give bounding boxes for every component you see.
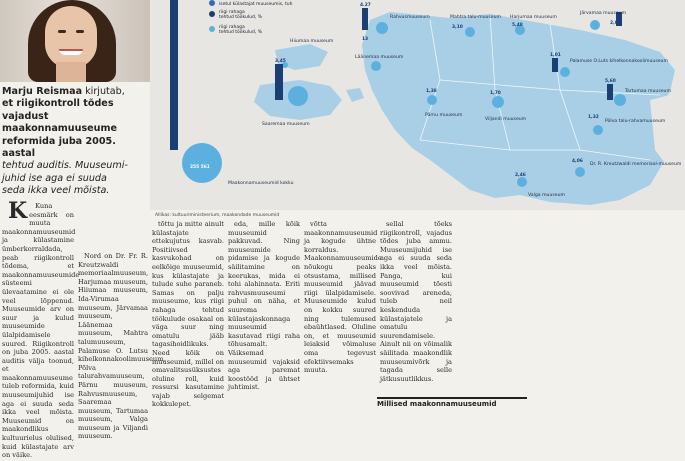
label-mahtra: Mahtra talu-muuseum	[450, 15, 502, 20]
label-rahvusmuuseum: Rahvusmuuseum	[390, 15, 430, 20]
article-col-4	[228, 220, 300, 393]
label-palamuse: Palamuse O.Luts kihelkonnakoolimuuseum	[570, 59, 668, 64]
stat-5: 2,00	[610, 21, 621, 26]
author-name: Marju Reismaa	[2, 86, 83, 97]
label-tartumaa: Tartumaa muuseum	[625, 89, 671, 94]
article-col-5	[304, 220, 382, 376]
byline-line-6: juhid ise aga ei suuda	[2, 172, 107, 184]
col4-text: eda, mille kõik muuseumid pakkuvad. Ning muuseumide pidamise ja kogude säilitamine on keerukas, mida ei tohi alahinnata. Eriti rahvusmuuseumi puhul on näha, et suurema külastajaskonnaga muuseumid kasutavad riigi raha tõhusamalt. Väiksemad muuseumid vajaksid aga paremat koostööd ja ühtset juhtimist.	[228, 220, 300, 392]
legend-item-5: tehtud töökulud, %	[219, 30, 262, 35]
map-legend	[209, 0, 293, 35]
legend-item-4: riigi rahaga	[219, 25, 245, 30]
stat-3: 13	[362, 37, 369, 42]
bubble-value-total: 255 561	[190, 165, 210, 170]
label-harjumaa: Harjumaa muuseum	[510, 15, 557, 20]
marker-parnu	[427, 95, 437, 105]
byline-line-5: tehtud auditis. Muuseumi-	[2, 160, 128, 172]
article-col-2	[78, 252, 166, 442]
marker-saaremaa	[288, 86, 308, 106]
col3-text: tõttu ja mitte ainult külastajate ettekujutus kasvab. Positiivsed kasvukohad on eelkõige muuseumid, kus külastajate ja tulude suhe paraneb. Samas on palju muuseume, kus riigi rahaga tehtud töökulude osakaal on väga suur ning omatulu jääb tagasihoidlikuks. Need kõik on muuseumid, millel on omavalitsusüksustes oluline roll, kuid ressursi kasutamine vajab selgemat kokkulepet.	[152, 220, 224, 409]
stat-11: 3,45	[275, 59, 286, 64]
author-byline	[2, 86, 142, 198]
marker-rahvusmuuseum	[376, 22, 388, 34]
marker-kreutzwald	[575, 167, 585, 177]
label-laanemaa: Läänemaa muuseum	[355, 55, 404, 60]
label-saaremaa: Saaremaa muuseum	[262, 122, 310, 127]
stat-7: 5,60	[605, 79, 616, 84]
author-photo	[0, 0, 150, 82]
marker-tartumaa	[614, 94, 626, 106]
label-polva: Põlva talu-rahvamuuseum	[605, 119, 666, 124]
marker-viljandi	[492, 96, 504, 108]
muhu-shape	[346, 88, 364, 102]
label-parnu: Pärnu muuseum	[425, 113, 463, 118]
marker-valga	[517, 177, 527, 187]
map-bar	[170, 0, 178, 150]
marker-mahtra	[465, 27, 475, 37]
legend-item-2: riigi rahaga	[219, 10, 245, 15]
col2-text: Nord on Dr. Fr. R. Kreutzwaldi memoriaalmuuseum, Harjumaa muuseum, Hiiumaa muuseum, Ida-Virumaa muuseum, Järvamaa muuseum, Läänemaa muuseum, Mahtra talumuuseum, Palamuse O. Lutsu kihelkonnakoolimuuseum, Põlva talurahvamuuseum, Pärnu muuseum, Rahvusmuuseum, Saaremaa muuseum, Tartumaa muuseum, Valga muuseum ja Viljandi muuseum.	[78, 252, 166, 441]
stat-10: 1,38	[426, 89, 437, 94]
label-hiiumaa: Hiiumaa muuseum	[290, 39, 334, 44]
article-col-1: K Kuna eesmärk on muuta maakonnamuuseumid ja külastamine ümberkorraldada, peab riigikontroll tõdema, et maakonnamuuseumide süsteemi ülevaatamine ei ole veel lõppenud. Muuseumide arv on suur ja kulud muuseumide ülalpidamisele suured. Riigikontroll on juba 2005. aastal auditis välja toonud, et maakonnamuuseume tuleb reformida, kuid muuseumijuhid ise aga ei suuda seda ikka veel mõista. Muuseumid on maakondlikus kultuurielus olulised, kuid külastajate arv on väike.	[2, 198, 80, 460]
byline-line-7: seda ikka veel mõista.	[2, 185, 110, 197]
label-kreutzwald: Dr. R. Kreutzwaldi memoriaal-muuseum	[590, 162, 682, 167]
label-jarvamaa: Järvamaa muuseum	[580, 11, 627, 16]
stat-4: 5,48	[512, 23, 523, 28]
article-body	[0, 198, 685, 460]
stat-2: 3,10	[452, 25, 463, 30]
stat-6: 1,01	[550, 53, 561, 58]
map-credit: Allikas: kultuuriministeerium, maakondade muuseumid	[155, 213, 280, 218]
marker-palamuse	[560, 67, 570, 77]
stat-9: 1,70	[490, 91, 501, 96]
marker-jarvamaa	[590, 20, 600, 30]
byline-line-3: maakonnamuuseume	[2, 123, 117, 135]
byline-line-1: kirjutab,	[85, 86, 125, 97]
label-total: Maakonnamuuseumid kokku	[228, 181, 294, 186]
legend-item-3: tehtud töökulud, %	[219, 15, 262, 20]
marker-total	[182, 143, 222, 183]
label-viljandi: Viljandi muuseum	[485, 117, 527, 122]
col1-text: Kuna eesmärk on muuta maakonnamuuseumid ja külastamine ümberkorraldada, peab riigikontroll tõdema, et maakonnamuuseumide süsteemi ülevaatamine ei ole veel lõppenud. Muuseumide arv on suur ja kulud muuseumide ülalpidamisele suured. Riigikontroll on juba 2005. aastal auditis välja toonud, et maakonnamuuseume tuleb reformida, kuid muuseumijuhid ise aga ei suuda seda ikka veel mõista. Muuseumid on maakondlikus kultuurielus olulised, kuid külastajate arv on väike.	[2, 202, 80, 460]
col5-text: võtta maakonnamuuseumid ja kogude ühtne korraldus. Maakonnamuuseumide nõukogu peaks otsustama, millised muuseumid jäävad riigi ülalpidamisele. Muuseumide kulud on kokku suured ning tulemused ebaühtlased. Oluline on, et muuseumid leiaksid võimaluse oma tegevust efektiivsemaks muuta.	[304, 220, 382, 375]
marker-polva	[593, 125, 603, 135]
article-col-6	[380, 220, 452, 384]
stat-8: 1,32	[588, 115, 599, 120]
col6-text: sellal tõeks riigikontroll, vajadus tõdes juba ammu. Muuseumijuhid ise aga ei suuda seda ikka veel mõista. Panga, kui muuseumid tõesti soovivad areneda, tuleb neil keskenduda külastajatele ja omatulu suurendamisele. Ainult nii on võimalik säilitada maakondlik muuseumivõrk ja tagada selle jätkusuutlikkus.	[380, 220, 452, 383]
estonia-museum-map	[150, 0, 685, 210]
byline-line-4: reformida juba 2005. aastal	[2, 135, 116, 160]
byline-line-2: et riigikontroll tõdes vajadust	[2, 98, 114, 122]
article-col-3	[152, 220, 224, 410]
marker-laanemaa	[371, 61, 381, 71]
box-heading: Millised maakonnamuuseumid	[377, 397, 527, 410]
legend-item-1: isetul külastajat muuseumis, tuh	[219, 2, 293, 7]
label-valga: Valga muuseum	[528, 193, 565, 198]
stat-13: 4,06	[572, 159, 583, 164]
stat-1: 4.27	[360, 3, 371, 8]
stat-12: 2,46	[515, 173, 526, 178]
